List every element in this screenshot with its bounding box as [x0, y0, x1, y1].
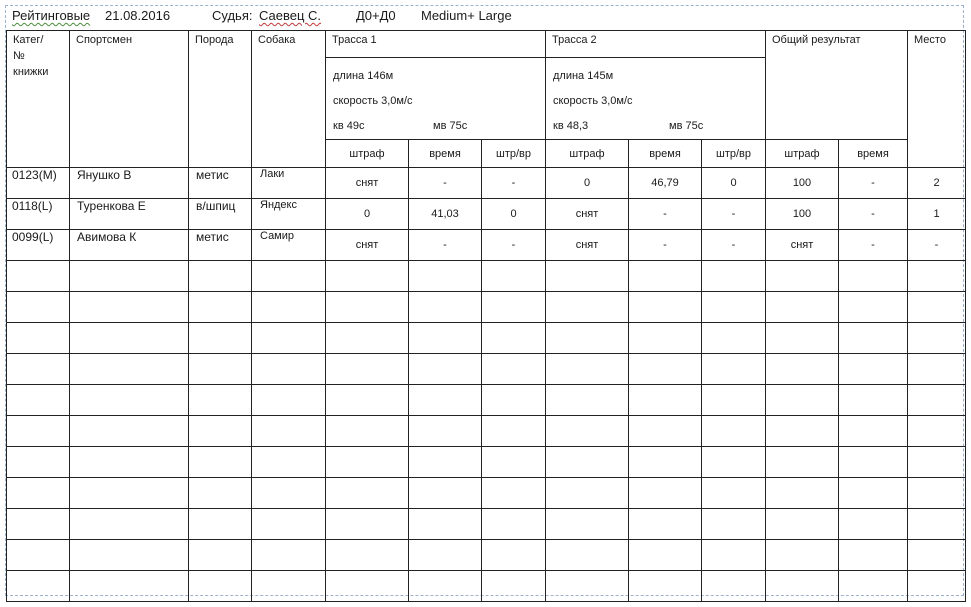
empty-cell — [766, 447, 839, 478]
empty-cell — [702, 261, 766, 292]
empty-cell — [839, 354, 908, 385]
empty-cell — [482, 385, 546, 416]
empty-cell — [908, 571, 966, 602]
total-penalty-header: штраф — [766, 140, 839, 168]
empty-cell — [839, 416, 908, 447]
empty-cell — [629, 354, 702, 385]
empty-cell — [908, 416, 966, 447]
empty-cell — [7, 509, 70, 540]
col-header-breed: Порода — [189, 31, 252, 168]
empty-cell — [7, 416, 70, 447]
empty-cell — [70, 447, 189, 478]
empty-cell — [409, 447, 482, 478]
empty-cell — [908, 540, 966, 571]
row-t2-penalty: снят — [546, 199, 629, 230]
empty-cell — [482, 478, 546, 509]
empty-cell — [766, 354, 839, 385]
empty-cell — [702, 478, 766, 509]
class-label: Д0+Д0 — [356, 8, 396, 23]
t1-pentime-header: штр/вр — [482, 140, 546, 168]
empty-cell — [908, 447, 966, 478]
row-total-penalty: 100 — [766, 168, 839, 199]
empty-cell — [766, 385, 839, 416]
table-row — [7, 199, 966, 230]
empty-cell — [189, 292, 252, 323]
empty-cell — [482, 323, 546, 354]
empty-cell — [546, 447, 629, 478]
empty-cell — [189, 261, 252, 292]
empty-cell — [546, 416, 629, 447]
row-total-time: - — [839, 230, 908, 261]
empty-cell — [482, 292, 546, 323]
row-t2-penalty: 0 — [546, 168, 629, 199]
row-t1-time: - — [409, 168, 482, 199]
empty-cell — [702, 292, 766, 323]
t2-penalty-header: штраф — [546, 140, 629, 168]
row-total-penalty: 100 — [766, 199, 839, 230]
row-t1-time: - — [409, 230, 482, 261]
empty-cell — [252, 447, 326, 478]
track1-length: длина 146м — [333, 70, 394, 82]
empty-cell — [482, 354, 546, 385]
empty-cell — [766, 478, 839, 509]
empty-cell — [252, 323, 326, 354]
t1-penalty-header: штраф — [326, 140, 409, 168]
empty-table-row — [7, 509, 966, 540]
empty-cell — [702, 385, 766, 416]
empty-cell — [252, 509, 326, 540]
t1-time-header: время — [409, 140, 482, 168]
empty-cell — [629, 540, 702, 571]
results-table — [6, 30, 966, 602]
row-dog: Самир — [252, 230, 326, 261]
row-t1-penalty: снят — [326, 230, 409, 261]
empty-cell — [326, 509, 409, 540]
empty-cell — [409, 509, 482, 540]
empty-table-row — [7, 416, 966, 447]
empty-cell — [629, 478, 702, 509]
col-header-track1: Трасса 1 — [326, 31, 546, 58]
empty-cell — [546, 478, 629, 509]
empty-cell — [409, 354, 482, 385]
empty-cell — [409, 261, 482, 292]
empty-cell — [482, 416, 546, 447]
empty-cell — [252, 261, 326, 292]
track1-mv: мв 75с — [433, 120, 468, 132]
empty-cell — [908, 354, 966, 385]
empty-cell — [189, 571, 252, 602]
empty-cell — [70, 540, 189, 571]
empty-cell — [629, 323, 702, 354]
empty-cell — [409, 385, 482, 416]
empty-cell — [546, 323, 629, 354]
empty-cell — [839, 540, 908, 571]
row-breed: в/шпиц — [189, 199, 252, 230]
judge-name: Саевец С. — [259, 8, 322, 23]
empty-cell — [189, 354, 252, 385]
empty-cell — [326, 447, 409, 478]
empty-cell — [766, 292, 839, 323]
empty-cell — [252, 571, 326, 602]
empty-cell — [7, 292, 70, 323]
empty-cell — [7, 323, 70, 354]
empty-cell — [326, 323, 409, 354]
row-t2-time: 46,79 — [629, 168, 702, 199]
empty-cell — [766, 571, 839, 602]
empty-cell — [189, 447, 252, 478]
empty-table-row — [7, 261, 966, 292]
empty-cell — [629, 447, 702, 478]
empty-cell — [629, 261, 702, 292]
track2-length: длина 145м — [553, 70, 614, 82]
col-header-total: Общий результат — [766, 31, 908, 140]
col-header-track2: Трасса 2 — [546, 31, 766, 58]
empty-cell — [409, 478, 482, 509]
empty-cell — [766, 323, 839, 354]
empty-cell — [70, 385, 189, 416]
empty-cell — [839, 447, 908, 478]
empty-cell — [482, 571, 546, 602]
row-place: 1 — [908, 199, 966, 230]
empty-cell — [702, 540, 766, 571]
row-dog: Яндекс — [252, 199, 326, 230]
empty-cell — [839, 323, 908, 354]
empty-cell — [326, 571, 409, 602]
empty-table-row — [7, 354, 966, 385]
row-t1-time: 41,03 — [409, 199, 482, 230]
header-title: Рейтинговые — [12, 8, 91, 23]
empty-cell — [70, 323, 189, 354]
row-t1-pentime: - — [482, 230, 546, 261]
empty-cell — [629, 292, 702, 323]
row-athlete: Янушко В — [70, 168, 189, 199]
empty-cell — [70, 571, 189, 602]
empty-cell — [326, 261, 409, 292]
header-date: 21.08.2016 — [105, 8, 171, 23]
row-t2-pentime: - — [702, 199, 766, 230]
row-t2-penalty: снят — [546, 230, 629, 261]
empty-cell — [908, 509, 966, 540]
empty-cell — [409, 540, 482, 571]
empty-cell — [908, 292, 966, 323]
t2-pentime-header: штр/вр — [702, 140, 766, 168]
col-header-place: Место — [908, 31, 966, 168]
empty-table-row — [7, 478, 966, 509]
empty-cell — [252, 478, 326, 509]
row-total-time: - — [839, 199, 908, 230]
empty-cell — [546, 571, 629, 602]
empty-cell — [252, 292, 326, 323]
row-t1-pentime: - — [482, 168, 546, 199]
empty-cell — [252, 354, 326, 385]
empty-cell — [409, 416, 482, 447]
row-t2-time: - — [629, 230, 702, 261]
row-breed: метис — [189, 230, 252, 261]
empty-cell — [546, 509, 629, 540]
row-total-penalty: снят — [766, 230, 839, 261]
empty-cell — [189, 385, 252, 416]
empty-cell — [482, 509, 546, 540]
track1-speed: скорость 3,0м/с — [333, 95, 413, 107]
judge-label: Судья: — [212, 8, 253, 23]
empty-cell — [409, 571, 482, 602]
empty-cell — [908, 385, 966, 416]
empty-cell — [326, 416, 409, 447]
t2-time-header: время — [629, 140, 702, 168]
empty-cell — [482, 447, 546, 478]
empty-cell — [546, 261, 629, 292]
empty-cell — [409, 292, 482, 323]
empty-cell — [702, 354, 766, 385]
empty-cell — [70, 509, 189, 540]
empty-cell — [702, 571, 766, 602]
track2-mv: мв 75с — [669, 120, 704, 132]
row-t1-penalty: снят — [326, 168, 409, 199]
empty-table-row — [7, 292, 966, 323]
empty-cell — [70, 292, 189, 323]
row-place: 2 — [908, 168, 966, 199]
empty-table-row — [7, 323, 966, 354]
empty-cell — [7, 478, 70, 509]
row-dog: Лаки — [252, 168, 326, 199]
empty-cell — [839, 292, 908, 323]
empty-cell — [189, 478, 252, 509]
empty-cell — [326, 354, 409, 385]
empty-cell — [189, 416, 252, 447]
empty-cell — [908, 478, 966, 509]
empty-table-row — [7, 540, 966, 571]
empty-cell — [546, 292, 629, 323]
empty-cell — [326, 385, 409, 416]
row-t1-penalty: 0 — [326, 199, 409, 230]
empty-cell — [629, 385, 702, 416]
empty-cell — [252, 540, 326, 571]
row-category: 0118(L) — [7, 199, 70, 230]
table-row — [7, 168, 966, 199]
row-breed: метис — [189, 168, 252, 199]
empty-cell — [70, 416, 189, 447]
empty-cell — [409, 323, 482, 354]
row-category: 0123(M) — [7, 168, 70, 199]
track1-info — [326, 58, 546, 140]
empty-cell — [766, 509, 839, 540]
empty-cell — [629, 416, 702, 447]
empty-cell — [839, 478, 908, 509]
track2-speed: скорость 3,0м/с — [553, 95, 633, 107]
row-athlete: Туренкова Е — [70, 199, 189, 230]
empty-table-row — [7, 447, 966, 478]
empty-cell — [7, 354, 70, 385]
empty-cell — [70, 261, 189, 292]
row-place: - — [908, 230, 966, 261]
col-header-category: Катег/ № книжки — [7, 31, 70, 168]
size-label: Medium+ Large — [421, 8, 512, 23]
row-t2-time: - — [629, 199, 702, 230]
empty-cell — [839, 509, 908, 540]
empty-cell — [839, 261, 908, 292]
empty-cell — [766, 261, 839, 292]
empty-cell — [7, 571, 70, 602]
empty-cell — [252, 385, 326, 416]
empty-cell — [546, 354, 629, 385]
empty-cell — [766, 416, 839, 447]
empty-cell — [702, 323, 766, 354]
empty-cell — [189, 509, 252, 540]
empty-cell — [766, 540, 839, 571]
empty-cell — [629, 509, 702, 540]
empty-cell — [702, 509, 766, 540]
row-t2-pentime: - — [702, 230, 766, 261]
empty-cell — [839, 571, 908, 602]
total-time-header: время — [839, 140, 908, 168]
empty-cell — [629, 571, 702, 602]
col-header-athlete: Спортсмен — [70, 31, 189, 168]
empty-cell — [326, 540, 409, 571]
row-t1-pentime: 0 — [482, 199, 546, 230]
empty-cell — [189, 540, 252, 571]
track2-kv: кв 48,3 — [553, 120, 589, 132]
empty-cell — [482, 261, 546, 292]
col-header-dog: Собака — [252, 31, 326, 168]
row-category: 0099(L) — [7, 230, 70, 261]
track2-info — [546, 58, 766, 140]
empty-cell — [839, 385, 908, 416]
row-total-time: - — [839, 168, 908, 199]
empty-cell — [326, 292, 409, 323]
empty-cell — [702, 416, 766, 447]
track1-kv: кв 49с — [333, 120, 365, 132]
empty-table-row — [7, 571, 966, 602]
empty-cell — [7, 261, 70, 292]
empty-cell — [189, 323, 252, 354]
empty-cell — [70, 478, 189, 509]
table-row — [7, 230, 966, 261]
empty-table-row — [7, 385, 966, 416]
empty-cell — [546, 385, 629, 416]
empty-cell — [326, 478, 409, 509]
empty-cell — [252, 416, 326, 447]
empty-cell — [70, 354, 189, 385]
empty-cell — [7, 385, 70, 416]
empty-cell — [908, 323, 966, 354]
empty-cell — [702, 447, 766, 478]
empty-cell — [7, 540, 70, 571]
empty-cell — [482, 540, 546, 571]
row-t2-pentime: 0 — [702, 168, 766, 199]
empty-cell — [908, 261, 966, 292]
row-athlete: Авимова К — [70, 230, 189, 261]
empty-cell — [7, 447, 70, 478]
empty-cell — [546, 540, 629, 571]
